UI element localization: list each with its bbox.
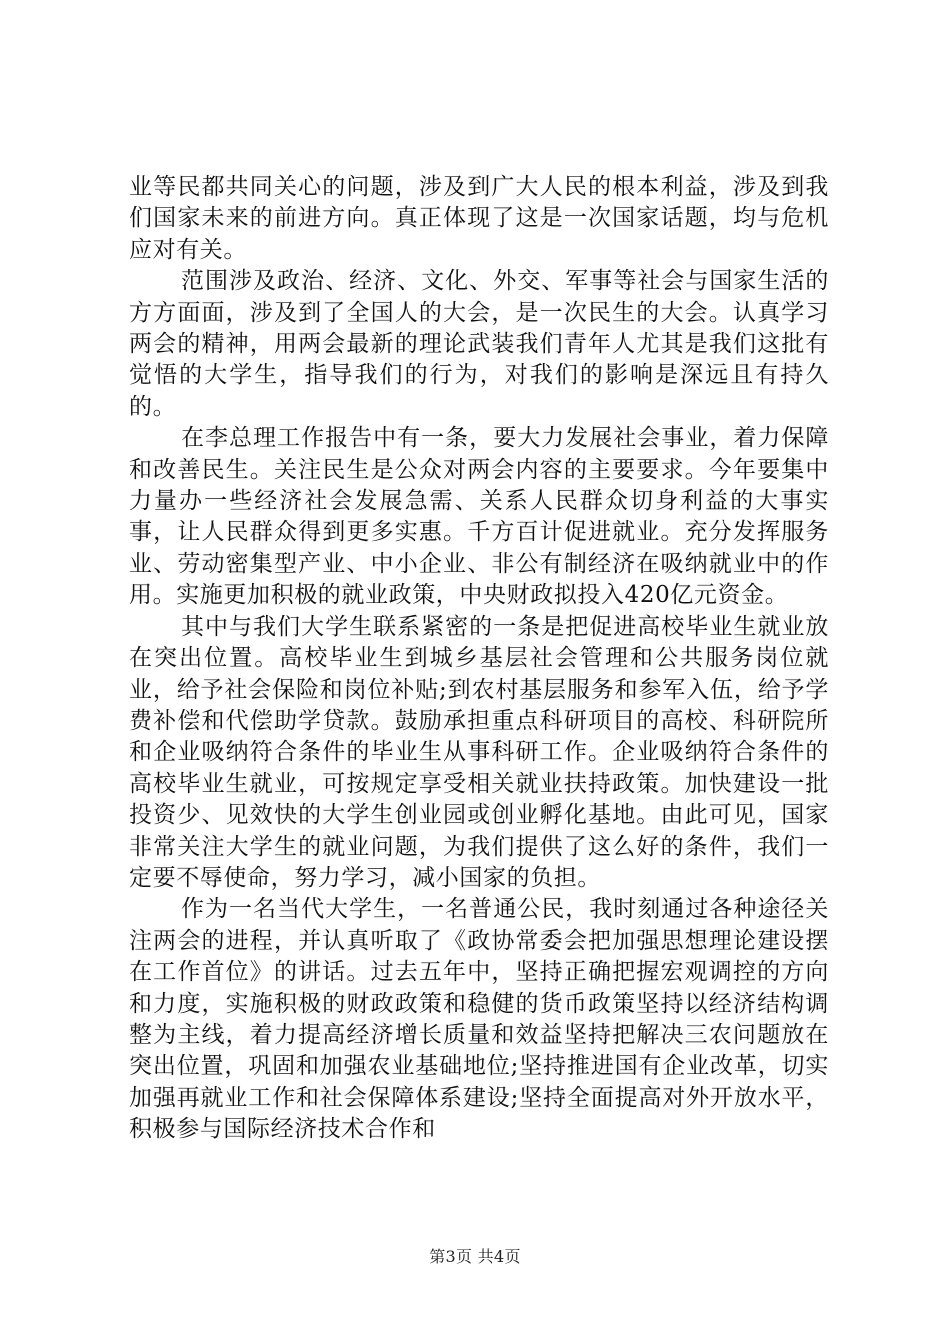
paragraph: 业等民都共同关心的问题，涉及到广大人民的根本利益，涉及到我们国家未来的前进方向。真正体现了这是一次国家话题，均与危机应对有关。	[129, 174, 829, 263]
document-body	[129, 172, 829, 1146]
paragraph: 范围涉及政治、经济、文化、外交、军事等社会与国家生活的方方面面，涉及到了全国人的大会，是一次民生的大会。认真学习两会的精神，用两会最新的理论武装我们青年人尤其是我们这批有觉悟的大学生，指导我们的行为，对我们的影响是深远且有持久的。	[129, 268, 829, 420]
paragraph: 其中与我们大学生联系紧密的一条是把促进高校毕业生就业放在突出位置。高校毕业生到城乡基层社会管理和公共服务岗位就业，给予社会保险和岗位补贴;到农村基层服务和参军入伍，给予学费补偿和代偿助学贷款。鼓励承担重点科研项目的高校、科研院所和企业吸纳符合条件的毕业生从事科研工作。企业吸纳符合条件的高校毕业生就业，可按规定享受相关就业扶持政策。加快建设一批投资少、见效快的大学生创业园或创业孵化基地。由此可见，国家非常关注大学生的就业问题，为我们提供了这么好的条件，我们一定要不辱使命，努力学习，减小国家的负担。	[129, 613, 829, 891]
paragraph: 作为一名当代大学生，一名普通公民，我时刻通过各种途径关注两会的进程，并认真听取了《政协常委会把加强思想理论建设摆在工作首位》的讲话。过去五年中，坚持正确把握宏观调控的方向和力度，实施积极的财政政策和稳健的货币政策坚持以经济结构调整为主线，着力提高经济增长质量和效益坚持把解决三农问题放在突出位置，巩固和加强农业基础地位;坚持推进国有企业改革，切实加强再就业工作和社会保障体系建设;坚持全面提高对外开放水平，积极参与国际经济技术合作和	[129, 896, 829, 1143]
paragraph: 在李总理工作报告中有一条，要大力发展社会事业，着力保障和改善民生。关注民生是公众对两会内容的主要要求。今年要集中力量办一些经济社会发展急需、关系人民群众切身利益的大事实事，让人民群众得到更多实惠。千方百计促进就业。充分发挥服务业、劳动密集型产业、中小企业、非公有制经济在吸纳就业中的作用。实施更加积极的就业政策，中央财政拟投入420亿元资金。	[129, 425, 829, 609]
page-footer: 第3页 共4页	[429, 1247, 521, 1266]
